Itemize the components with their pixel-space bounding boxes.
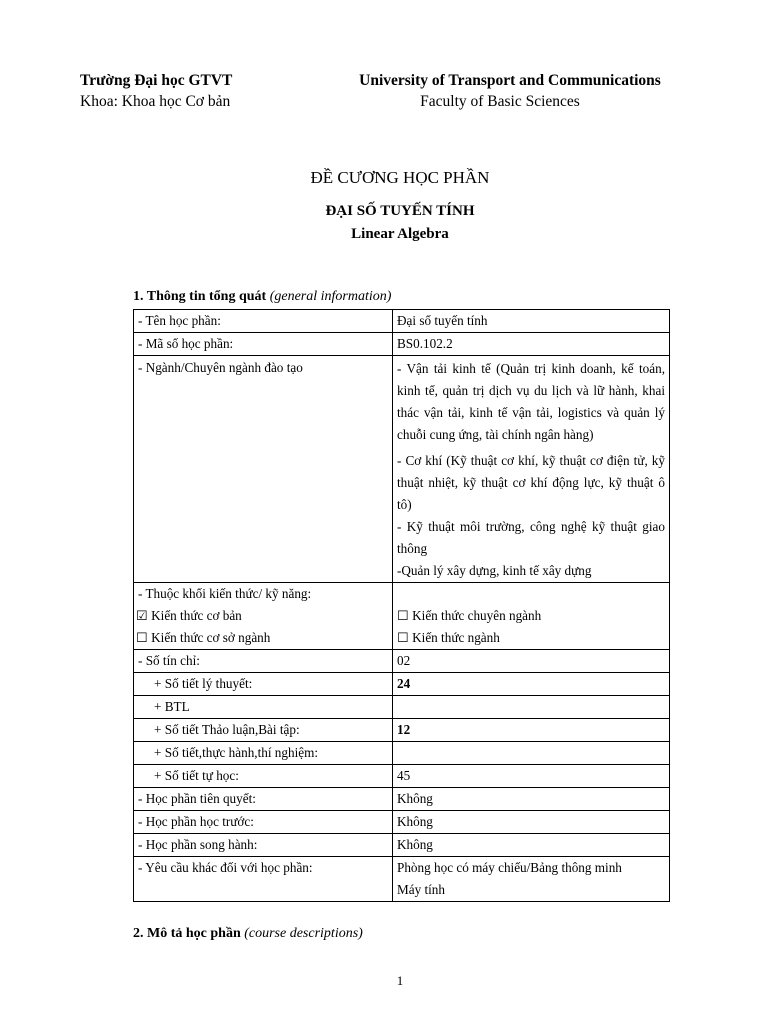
knowledge-block-right bbox=[393, 583, 670, 650]
btl-value bbox=[393, 696, 670, 719]
unchecked-box-icon: ☐ bbox=[397, 630, 409, 645]
knowledge-option bbox=[397, 605, 665, 627]
course-name-value: Đại số tuyến tính bbox=[393, 310, 670, 333]
table-row bbox=[134, 788, 670, 811]
table-row bbox=[134, 742, 670, 765]
parallel-course-value: Không bbox=[393, 834, 670, 857]
knowledge-option-text: Kiến thức cơ bản bbox=[151, 608, 242, 623]
table-row bbox=[134, 650, 670, 673]
practice-hours-text: + Số tiết,thực hành,thí nghiệm: bbox=[154, 745, 319, 760]
parallel-course-label: - Học phần song hành: bbox=[134, 834, 393, 857]
discussion-hours-label bbox=[134, 719, 393, 742]
major-item: - Kỹ thuật môi trường, công nghệ kỹ thuật giao thông bbox=[397, 519, 665, 556]
prerequisite-value: Không bbox=[393, 788, 670, 811]
unchecked-box-icon: ☐ bbox=[397, 608, 409, 623]
btl-text: + BTL bbox=[154, 699, 190, 714]
prerequisite-label: - Học phần tiên quyết: bbox=[134, 788, 393, 811]
knowledge-option-text: Kiến thức cơ sở ngành bbox=[151, 630, 271, 645]
course-code-value: BS0.102.2 bbox=[393, 333, 670, 356]
prior-course-value: Không bbox=[393, 811, 670, 834]
section-1-label: 1. Thông tin tổng quát bbox=[133, 289, 267, 304]
knowledge-label: - Thuộc khối kiến thức/ kỹ năng: bbox=[138, 586, 312, 601]
document-title: ĐỀ CƯƠNG HỌC PHẦN bbox=[310, 168, 490, 187]
table-row bbox=[134, 356, 670, 583]
course-name-label: - Tên học phần: bbox=[134, 310, 393, 333]
section-2-heading bbox=[133, 926, 363, 942]
discussion-hours-value: 12 bbox=[393, 719, 670, 742]
section-2-label-en: (course descriptions) bbox=[244, 926, 363, 941]
theory-hours-value: 24 bbox=[393, 673, 670, 696]
table-row bbox=[134, 719, 670, 742]
section-1-label-en: (general information) bbox=[269, 289, 392, 304]
self-study-value: 45 bbox=[393, 765, 670, 788]
table-row bbox=[134, 673, 670, 696]
discussion-hours-text: + Số tiết Thảo luận,Bài tập: bbox=[154, 722, 300, 737]
requirements-value bbox=[393, 857, 670, 902]
requirements-label: - Yêu cầu khác đối với học phần: bbox=[134, 857, 393, 902]
prior-course-label: - Học phần học trước: bbox=[134, 811, 393, 834]
knowledge-block-cell bbox=[134, 583, 393, 650]
table-row bbox=[134, 834, 670, 857]
credits-value: 02 bbox=[393, 650, 670, 673]
table-row bbox=[134, 811, 670, 834]
majors-label: - Ngành/Chuyên ngành đào tạo bbox=[134, 356, 393, 583]
faculty-name-en: Faculty of Basic Sciences bbox=[420, 93, 580, 110]
general-info-table bbox=[133, 309, 670, 902]
major-item: - Vận tải kinh tế (Quản trị kinh doanh, kế toán, kinh tế, quản trị dịch vụ du lịch và lữ hành, khai thác vận tải, kinh tế vận tải, logistics và quản lý chuỗi cung ứng, tài chính ngân hàng) bbox=[397, 361, 665, 442]
table-row bbox=[134, 857, 670, 902]
knowledge-option bbox=[136, 627, 388, 649]
self-study-label bbox=[134, 765, 393, 788]
knowledge-option bbox=[397, 627, 665, 649]
table-row bbox=[134, 583, 670, 650]
university-name-en: University of Transport and Communications bbox=[359, 72, 661, 89]
section-1-heading bbox=[133, 289, 391, 305]
self-study-text: + Số tiết tự học: bbox=[154, 768, 239, 783]
course-code-label: - Mã số học phần: bbox=[134, 333, 393, 356]
theory-hours-text: + Số tiết lý thuyết: bbox=[154, 676, 253, 691]
table-row bbox=[134, 765, 670, 788]
section-2-label: 2. Mô tả học phần bbox=[133, 926, 241, 941]
major-item: -Quản lý xây dựng, kinh tế xây dựng bbox=[397, 563, 592, 578]
knowledge-option-text: Kiến thức chuyên ngành bbox=[412, 608, 542, 623]
university-name-vn: Trường Đại học GTVT bbox=[80, 72, 233, 89]
faculty-name-vn: Khoa: Khoa học Cơ bản bbox=[80, 93, 231, 110]
btl-label bbox=[134, 696, 393, 719]
table-row bbox=[134, 333, 670, 356]
course-title-vn: ĐẠI SỐ TUYẾN TÍNH bbox=[325, 203, 475, 219]
major-item: - Cơ khí (Kỹ thuật cơ khí, kỹ thuật cơ điện tử, kỹ thuật nhiệt, kỹ thuật cơ khí động lực, kỹ thuật ô tô) bbox=[397, 453, 665, 512]
credits-label: - Số tín chỉ: bbox=[134, 650, 393, 673]
theory-hours-label bbox=[134, 673, 393, 696]
page-number: 1 bbox=[396, 973, 404, 988]
practice-hours-value bbox=[393, 742, 670, 765]
table-row bbox=[134, 696, 670, 719]
knowledge-option-text: Kiến thức ngành bbox=[412, 630, 500, 645]
checked-box-icon: ☑ bbox=[136, 608, 148, 623]
unchecked-box-icon: ☐ bbox=[136, 630, 148, 645]
requirement-item: Phòng học có máy chiếu/Bảng thông minh bbox=[397, 860, 622, 875]
requirement-item: Máy tính bbox=[397, 882, 445, 897]
majors-list bbox=[393, 356, 670, 583]
knowledge-option bbox=[136, 605, 388, 627]
practice-hours-label bbox=[134, 742, 393, 765]
course-title-en: Linear Algebra bbox=[351, 226, 449, 242]
table-row bbox=[134, 310, 670, 333]
